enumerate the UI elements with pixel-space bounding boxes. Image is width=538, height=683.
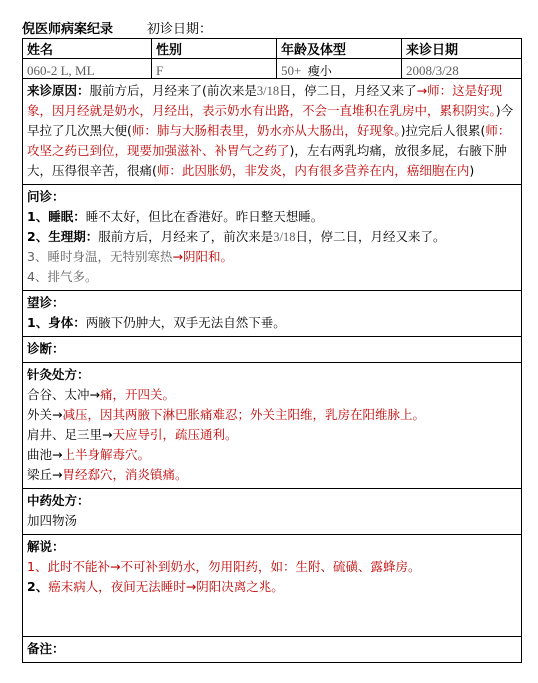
acupuncture-row [27,385,517,405]
sleep-label: 1、睡眠： [27,209,86,224]
inquiry-item-sleep [27,207,517,227]
doctor-comment-4: 师：此因胀奶，非发炎，内有很多营养在内，癌细胞在内 [156,163,470,178]
inquiry-item-temperature [27,247,517,267]
herbal-label: 中药处方： [27,493,90,508]
acupoints: 曲池 [27,447,53,462]
acupoint-note: 胃经郄穴，消炎镇痛。 [62,467,188,482]
patient-age-body [277,59,402,79]
arrow-icon: → [52,407,63,422]
body-type: 瘦小 [307,64,332,78]
explanation-text: 此时不能补 [47,559,110,574]
body-text: 两腋下仍肿大，双手无法自然下垂。 [85,315,286,330]
acupoint-note: 痛，开四关。 [100,387,176,402]
first-visit-date-label: 初诊日期： [147,21,213,37]
explanation-item [27,577,517,597]
inquiry-item-menses [27,227,517,247]
patient-name: 060-2 L, ML [23,59,152,79]
explanation-label: 解说： [27,539,65,554]
record-header [22,16,522,38]
blank-space [27,615,517,633]
record-title: 倪医师病案纪录 [22,21,114,37]
arrow-icon: → [185,579,197,594]
explanation-number: 1、 [27,559,48,574]
menses-date: 3/18 [273,230,296,244]
visit-date-header: 来诊日期 [402,39,521,59]
arrow-icon: → [52,447,63,462]
blank-space [27,597,517,615]
acupuncture-section [23,363,521,489]
inquiry-section [23,185,521,291]
explanation-text: 癌末病人，夜间无法睡时 [48,579,186,594]
doctor-comment-2: 师：肺与大肠相表里，奶水亦从大肠出，好现象。 [131,123,401,138]
menses-text-a: 服前方后，月经来了，前次来是 [98,229,274,244]
herbal-formula: 加四物汤 [27,513,78,528]
arrow-icon: → [102,427,113,442]
explanation-item [27,557,517,577]
diagnosis-section [23,337,521,363]
arrow-icon: → [109,559,121,574]
acupoint-note: 减压，因其两腋下淋巴胀痛难忍；外关主阳维，乳房在阳维脉上。 [62,407,426,422]
gender-header: 性别 [152,39,277,59]
inquiry-label: 问诊： [27,189,65,204]
chief-text-2: 日，停二日，月经又来了 [279,83,417,98]
chief-complaint-label: 来诊原因： [27,83,90,98]
remarks-label: 备注： [27,641,65,656]
arrow-icon: → [172,249,183,264]
acupoints: 外关 [27,407,53,422]
name-header: 姓名 [23,39,152,59]
doctor-comment-3: 师：攻坚之药已到位，现要加强滋补、补胃气之药了 [27,123,511,158]
acupoints: 肩井、足三里 [27,427,103,442]
acupoint-note: 天应导引，疏压通利。 [112,427,238,442]
patient-gender: F [152,59,277,79]
acupuncture-row [27,405,517,425]
inspection-section [23,291,521,337]
temperature-comment: 阴阳和。 [182,249,233,264]
acupuncture-row [27,445,517,465]
chief-text-3: )今早拉了几次黑大便( [27,103,514,138]
chief-text-1: 服前方后，月经来了(前次来是 [89,83,257,98]
acupuncture-label: 针灸处方： [27,367,90,382]
explanation-text: 阴阳决离之兆。 [196,579,284,594]
acupoints: 合谷、太冲 [27,387,90,402]
medical-record [22,16,522,663]
menses-text-b: 日，停二日，月经又来了。 [295,229,446,244]
previous-date: 3/18 [256,84,280,98]
diagnosis-label: 诊断： [27,341,65,356]
explanation-section [23,535,521,637]
remarks-section [23,637,521,663]
inspection-item-body [27,313,517,333]
doctor-comment-1: 师：这是好现象，因月经就是奶水，月经出，表示奶水有出路，不会一直堆积在乳房中，累积阴实。 [27,83,503,118]
chief-text-6: ) [469,163,475,178]
inquiry-item-gas: 4、排气多。 [27,269,98,284]
explanation-number: 2、 [27,579,49,594]
record-table [22,38,522,663]
acupoint-note: 上半身解毒穴。 [62,447,151,462]
acupuncture-row [27,425,517,445]
body-label: 1、身体： [27,315,86,330]
arrow-icon: → [416,83,428,98]
menses-label: 2、生理期： [27,229,99,244]
herbal-section [23,489,521,535]
patient-age: 50+ [281,63,302,78]
temperature-text: 3、睡时身温，无特别寒热 [27,249,173,264]
info-header-row [23,39,521,59]
inspection-label: 望诊： [27,295,65,310]
chief-text-5: )，左右两乳均痛，放很多屁，右腋下肿大，压得很辛苦，很痛( [27,143,507,178]
info-value-row [23,59,521,79]
acupoints: 梁丘 [27,467,53,482]
acupuncture-row [27,465,517,485]
arrow-icon: → [89,387,100,402]
sleep-text: 睡不太好，但比在香港好。昨日整天想睡。 [85,209,324,224]
chief-complaint-section [23,79,521,185]
age-header: 年龄及体型 [277,39,402,59]
visit-date: 2008/3/28 [402,59,521,79]
explanation-text: 不可补到奶水，勿用阳药，如：生附、硫磺、露蜂房。 [120,559,421,574]
chief-text-4: )拉完后人很累( [400,123,486,138]
arrow-icon: → [52,467,63,482]
